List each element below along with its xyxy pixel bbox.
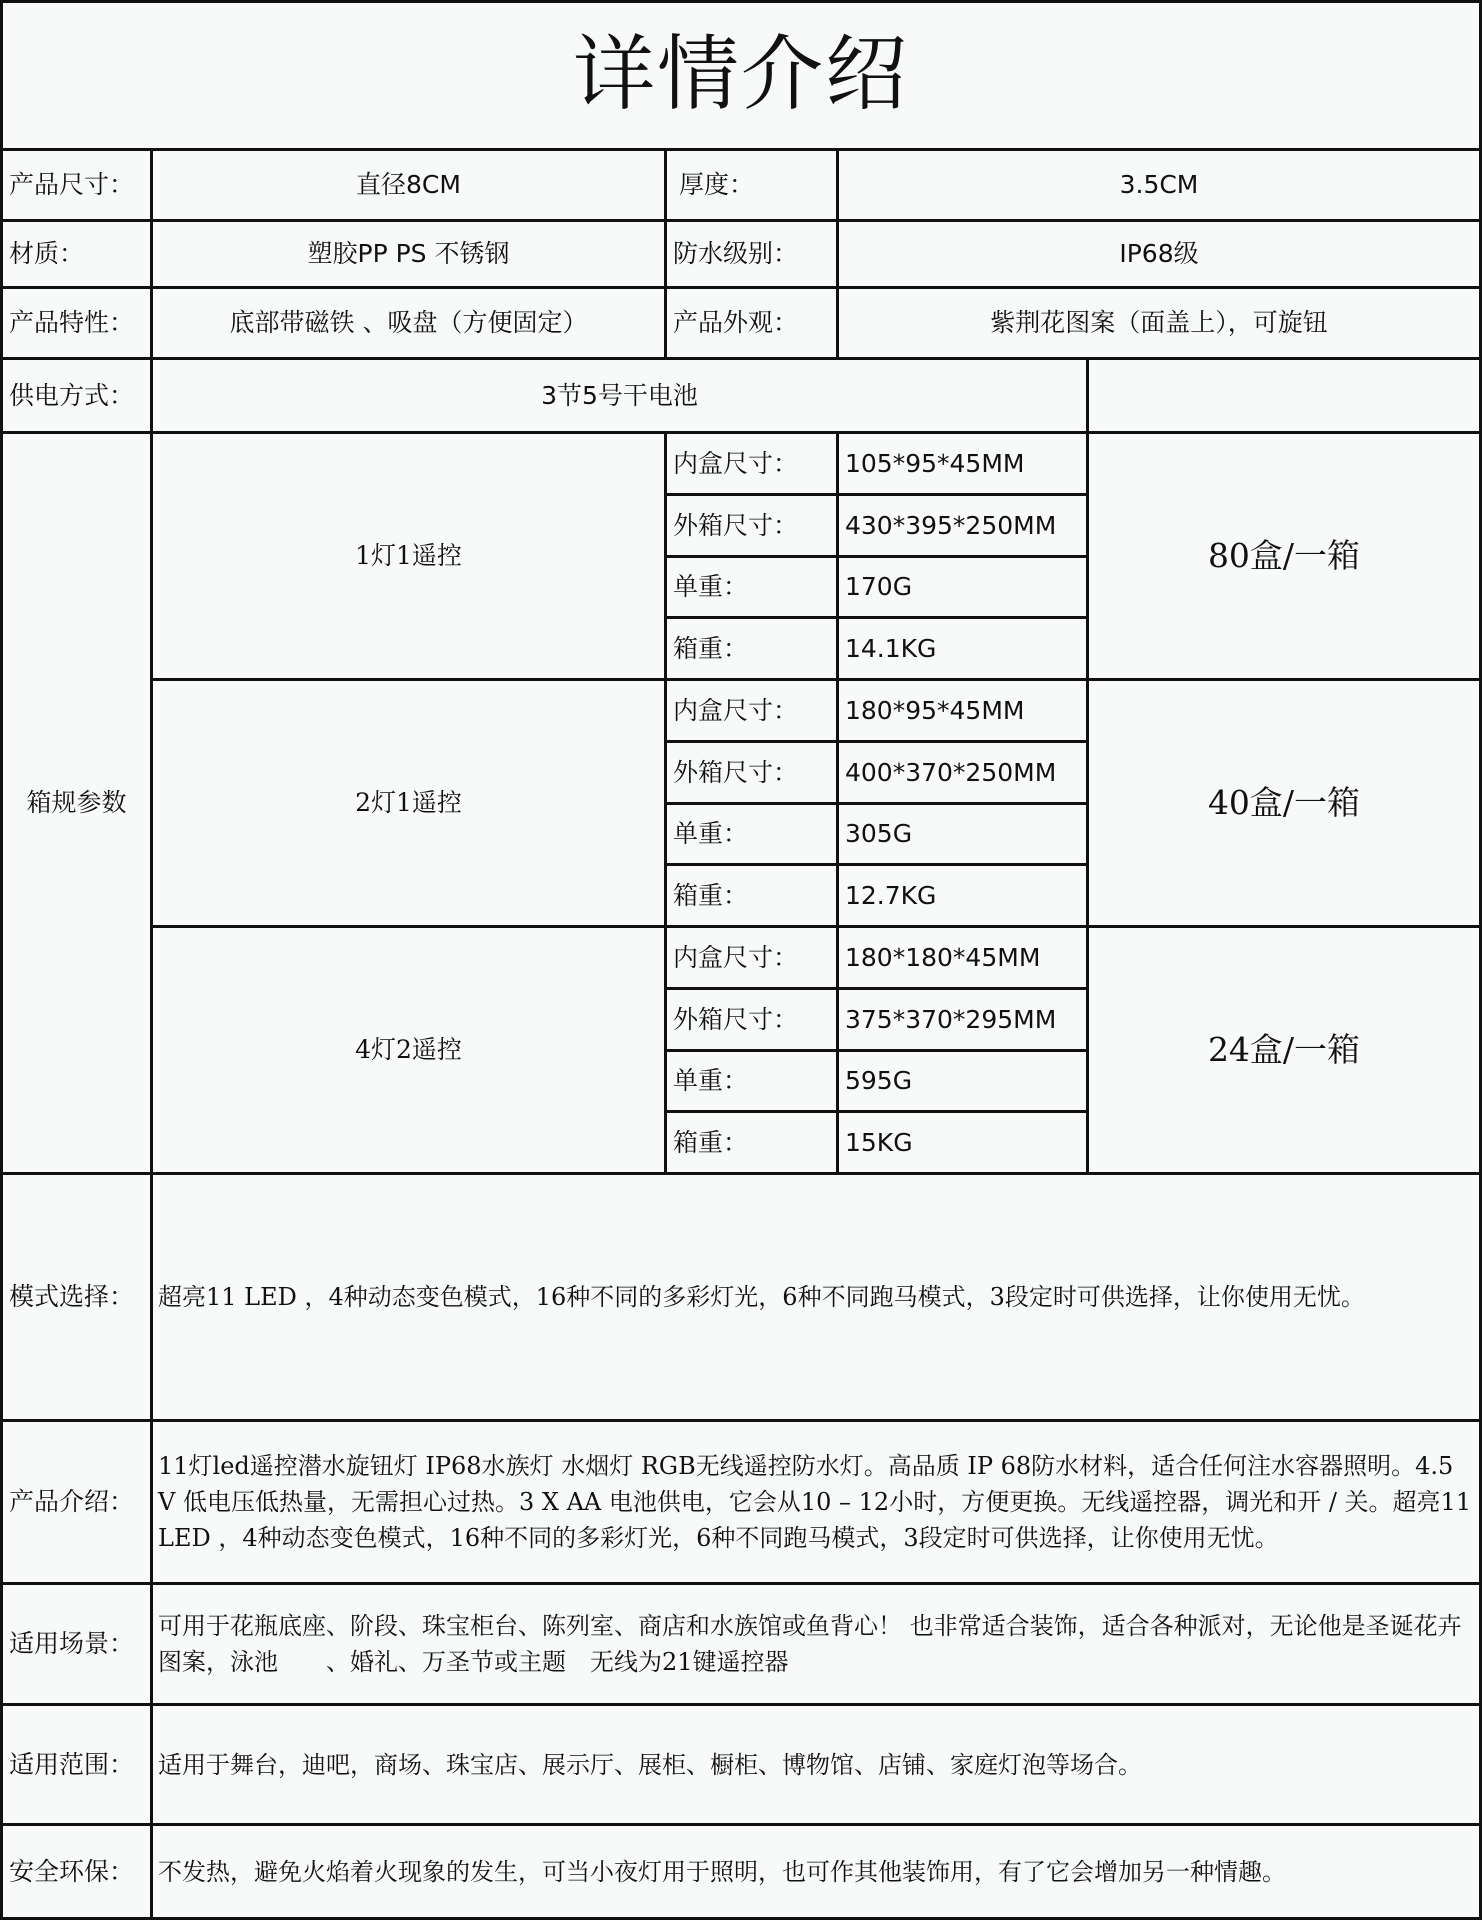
packing-row-label: 单重： <box>673 572 749 602</box>
material-label: 材质： <box>9 239 85 269</box>
mode-text: 超亮11 LED ，4种动态变色模式，16种不同的多彩灯光，6种不同跑马模式，3段定时可供选择，让你使用无忧。 <box>158 1283 1365 1311</box>
power-label: 供电方式： <box>9 380 135 410</box>
feature-value: 底部带磁铁 、吸盘（方便固定） <box>229 308 588 338</box>
packing-group-name: 2灯1遥控 <box>355 788 462 818</box>
range-label: 适用范围： <box>9 1749 135 1779</box>
page-title: 详情介绍 <box>572 27 909 123</box>
packing-row-label: 内盒尺寸： <box>673 448 799 478</box>
packing-row-value: 180*95*45MM <box>845 695 1025 725</box>
size-label: 产品尺寸： <box>9 170 135 200</box>
packing-per-carton: 40盒/一箱 <box>1207 783 1361 823</box>
packing-row-label: 箱重： <box>673 633 749 663</box>
packing-row-value: 180*180*45MM <box>845 942 1041 972</box>
packing-label: 箱规参数 <box>26 788 127 818</box>
appearance-label: 产品外观： <box>673 308 799 338</box>
packing-row-value: 400*370*250MM <box>845 757 1057 787</box>
packing-row-label: 单重： <box>673 1066 749 1096</box>
size-value: 直径8CM <box>356 170 461 200</box>
packing-row-value: 14.1KG <box>845 633 937 663</box>
intro-text: 11灯led遥控潜水旋钮灯 IP68水族灯 水烟灯 RGB无线遥控防水灯。高品质 IP 68防水材料，适合任何注水容器照明。4.5 V 低电压低热量，无需担心过热。3 X AA 电池供电，它会从10 – 12小时，方便更换。无线遥控器，调光和开 / 关。超亮11 LED ，4种动态变色模式，16种不同的多彩灯光，6种不同跑马模式，3段定时可供选择，让你使用无忧。 <box>158 1452 1472 1552</box>
packing-row-value: 595G <box>845 1066 913 1096</box>
scene-label: 适用场景： <box>9 1629 135 1659</box>
packing-row-label: 内盒尺寸： <box>673 942 799 972</box>
mode-label: 模式选择： <box>9 1282 135 1312</box>
safety-label: 安全环保： <box>9 1856 135 1886</box>
packing-row-label: 箱重： <box>673 880 749 910</box>
thickness-label: 厚度： <box>679 170 755 200</box>
packing-per-carton: 24盒/一箱 <box>1207 1030 1361 1070</box>
material-value: 塑胶PP PS 不锈钢 <box>307 239 510 269</box>
appearance-value: 紫荆花图案（面盖上），可旋钮 <box>990 308 1328 338</box>
packing-group-name: 4灯2遥控 <box>355 1035 462 1065</box>
feature-label: 产品特性： <box>9 308 135 338</box>
packing-row-label: 箱重： <box>673 1127 749 1157</box>
packing-row-value: 12.7KG <box>845 880 937 910</box>
scene-text: 可用于花瓶底座、阶段、珠宝柜台、陈列室、商店和水族馆或鱼背心！ 也非常适合装饰，适合各种派对，无论他是圣诞花卉图案，泳池 、婚礼、万圣节或主题 无线为21键遥控器 <box>158 1612 1462 1676</box>
packing-row-value: 375*370*295MM <box>845 1004 1057 1034</box>
waterproof-label: 防水级别： <box>673 239 799 269</box>
packing-row-value: 430*395*250MM <box>845 510 1057 540</box>
intro-label: 产品介绍： <box>9 1487 135 1517</box>
packing-row-label: 内盒尺寸： <box>673 695 799 725</box>
packing-row-value: 105*95*45MM <box>845 448 1025 478</box>
power-value: 3节5号干电池 <box>541 380 698 410</box>
range-text: 适用于舞台，迪吧，商场、珠宝店、展示厅、展柜、橱柜、博物馆、店铺、家庭灯泡等场合。 <box>158 1750 1142 1779</box>
safety-text: 不发热，避免火焰着火现象的发生，可当小夜灯用于照明，也可作其他装饰用，有了它会增加另一种情趣。 <box>158 1857 1286 1886</box>
packing-row-label: 单重： <box>673 819 749 849</box>
packing-row-value: 170G <box>845 572 913 602</box>
packing-row-value: 305G <box>845 819 913 849</box>
waterproof-value: IP68级 <box>1119 239 1199 269</box>
packing-row-label: 外箱尺寸： <box>673 510 799 540</box>
packing-row-label: 外箱尺寸： <box>673 757 799 787</box>
packing-row-value: 15KG <box>845 1127 913 1157</box>
packing-per-carton: 80盒/一箱 <box>1207 536 1361 576</box>
packing-row-label: 外箱尺寸： <box>673 1004 799 1034</box>
thickness-value: 3.5CM <box>1119 170 1199 200</box>
packing-group-name: 1灯1遥控 <box>355 541 462 571</box>
